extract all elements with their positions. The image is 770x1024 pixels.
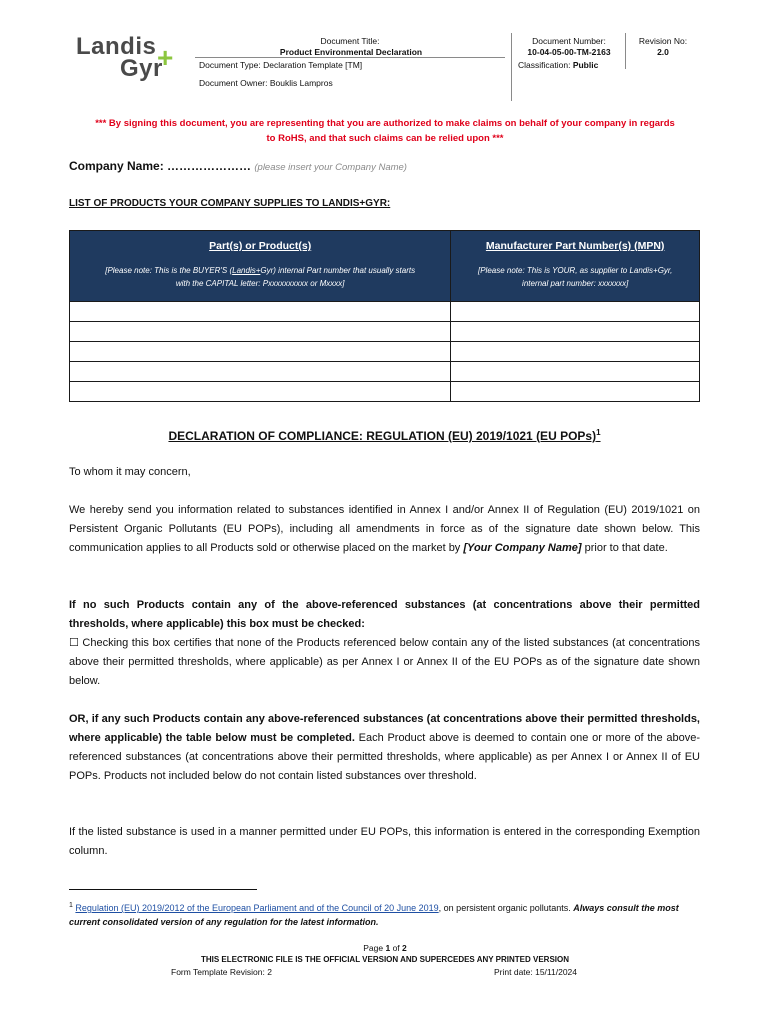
- footnote-separator: [69, 889, 257, 890]
- authorization-warning: [60, 116, 710, 146]
- classification-value: Public: [572, 60, 599, 70]
- logo-text-landis: Landis: [76, 33, 157, 60]
- table-row: [70, 342, 700, 362]
- table-row: [70, 322, 700, 342]
- part-cell[interactable]: [70, 302, 451, 322]
- mpn-cell[interactable]: [451, 342, 700, 362]
- declaration-title: DECLARATION OF COMPLIANCE: REGULATION (EU) 2019/1021 (EU POPs)$^1$: [168, 428, 601, 443]
- doc-number-value: 10-04-05-00-TM-2163: [527, 47, 611, 57]
- part-cell[interactable]: [70, 362, 451, 382]
- doc-type: Document Type: Declaration Template [TM]: [199, 60, 363, 70]
- page-number: Page 1 of 2: [363, 943, 407, 953]
- classification-label: Classification:: [518, 60, 571, 70]
- landis-gyr-logo: [76, 34, 176, 84]
- table-row: [70, 302, 700, 322]
- col-mpn-title: Manufacturer Part Number(s) (MPN): [485, 240, 665, 252]
- company-name-label: Company Name: …………………: [69, 159, 252, 173]
- paragraph-no-products: [69, 596, 700, 691]
- header-divider-1: [511, 33, 512, 101]
- print-date: Print date: 15/11/2024: [494, 967, 578, 977]
- warning-line-1: *** By signing this document, you are representing that you are authorized to make claims on behalf of your company in regards: [95, 118, 675, 129]
- part-cell[interactable]: [70, 382, 451, 402]
- doc-title-value: Product Environmental Declaration: [279, 47, 423, 57]
- logo-text-gyr: Gyr: [120, 55, 163, 82]
- your-company-name: [Your Company Name]: [463, 542, 582, 554]
- footnote-ref: 1: [596, 428, 601, 437]
- footnote: $^1$ Regulation (EU) 2019/2012 of the European Parliament and of the Council of 20 June 2019, on persistent organic pollutants. Always consult the most current consolidated version of any regulation for the latest information.: [69, 902, 679, 927]
- table-row: [70, 382, 700, 402]
- no-products-instruction: If no such Products contain any of the above-referenced substances (at concentrations above their permitted thresholds, where applicable) this box must be checked:: [69, 599, 700, 630]
- products-table-header: [70, 231, 700, 302]
- mpn-cell[interactable]: [451, 382, 700, 402]
- footnote-number: 1: [69, 902, 73, 909]
- header-divider-2: [625, 33, 626, 69]
- mpn-cell[interactable]: [451, 362, 700, 382]
- part-cell[interactable]: [70, 322, 451, 342]
- greeting: To whom it may concern,: [69, 466, 191, 478]
- table-row: [70, 362, 700, 382]
- mpn-cell[interactable]: [451, 322, 700, 342]
- doc-title-label: Document Title:: [320, 36, 380, 46]
- paragraph-intro: We hereby send you information related to substances identified in Annex I and/or Annex II of Regulation (EU) 2019/1021 on Persistent Organic Pollutants (EU POPs), including all amendments in force as of the signature date shown below. This communication applies to all Products sold or otherwise placed on the market by [Your Company Name] prior to that date.: [69, 504, 700, 554]
- classification: [518, 59, 598, 72]
- paragraph-exemption: If the listed substance is used in a manner permitted under EU POPs, this information is entered in the corresponding Exemption column.: [69, 826, 700, 857]
- col-parts-note: [Please note: This is the BUYER'S (Landis+Gyr) internal Part number that usually starts with the CAPITAL letter: Pxxxxxxxxxx or Mxxxx]: [105, 266, 416, 288]
- col-parts-header: [70, 231, 451, 302]
- doc-owner: Document Owner: Bouklis Lampros: [199, 78, 333, 88]
- compliance-checkbox[interactable]: ☐: [69, 637, 79, 649]
- no-products-checkbox-statement: ☐ Checking this box certifies that none of the Products referenced below contain any of the listed substances (at concentrations above their permitted thresholds, where applicable) as per Annex I or Annex II of the EU POPs as of the signature date shown below.: [69, 637, 700, 687]
- official-version-notice: THIS ELECTRONIC FILE IS THE OFFICIAL VERSION AND SUPERCEDES ANY PRINTED VERSION: [200, 955, 570, 964]
- revision-label: Revision No:: [638, 36, 688, 46]
- logo-plus: +: [157, 42, 174, 73]
- products-table: [69, 230, 700, 402]
- regulation-link[interactable]: Regulation (EU) 2019/2012 of the European Parliament and of the Council of 20 June 2019: [75, 903, 439, 913]
- doc-number-label: Document Number:: [532, 36, 606, 46]
- company-name-line: [69, 158, 407, 176]
- products-list-heading: LIST OF PRODUCTS YOUR COMPANY SUPPLIES TO LANDIS+GYR:: [69, 198, 391, 209]
- col-parts-title: Part(s) or Product(s): [209, 240, 312, 252]
- col-mpn-note: [Please note: This is YOUR, as supplier to Landis+Gyr, internal part number: xxxxxxx]: [477, 266, 673, 288]
- form-template-revision: Form Template Revision: 2: [171, 967, 272, 977]
- mpn-cell[interactable]: [451, 302, 700, 322]
- company-name-hint: (please insert your Company Name): [254, 162, 407, 173]
- paragraph-contains: OR, if any such Products contain any above-referenced substances (at concentrations above their permitted thresholds, where applicable) the table below must be completed. Each Product above is deemed to contain one or more of the above-referenced substances (at concentrations above their permitted thresholds, where applicable) as per Annex I or Annex II of EU POPs. Products not included below do not contain listed substances over threshold.: [69, 713, 700, 782]
- revision-value: 2.0: [657, 47, 669, 57]
- landis-gyr-link: Landis+: [232, 266, 261, 275]
- warning-line-2: to RoHS, and that such claims can be relied upon ***: [266, 133, 504, 144]
- part-cell[interactable]: [70, 342, 451, 362]
- col-mpn-header: [451, 231, 700, 302]
- header-underline: [195, 57, 505, 58]
